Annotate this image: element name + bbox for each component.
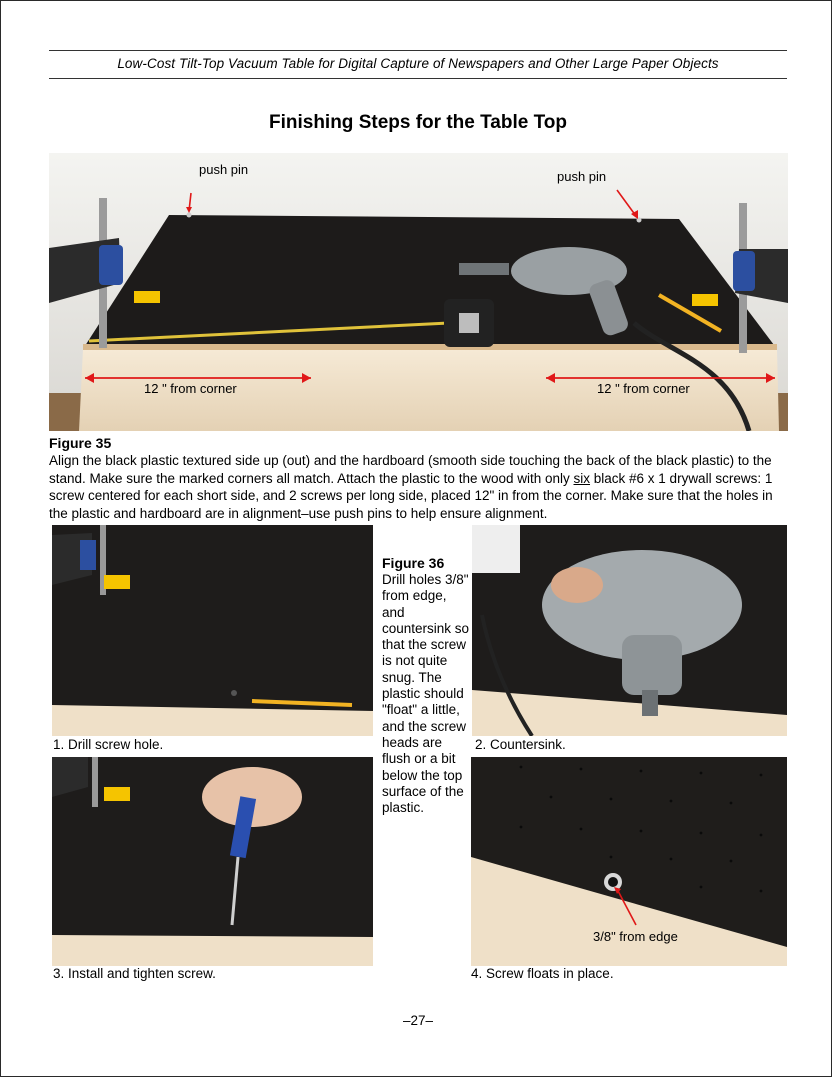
caption-text-part: black #6 x 1 drywall screws: 1 screw centered for each short side, and 2 screws per long side, placed 12" in from the corner. Make sure that the holes in the plastic and hardboard are in alignment–use push pins to help ensure alignment. — [49, 470, 773, 521]
figure-35-photo — [49, 153, 788, 431]
header-bottom-rule — [49, 78, 787, 79]
page-number: –27– — [402, 1013, 434, 1028]
step-2-photo — [472, 525, 787, 736]
corner-label-left: 12 " from corner — [144, 381, 237, 396]
running-header: Low-Cost Tilt-Top Vacuum Table for Digital Capture of Newspapers and Other Large Paper Objects — [117, 56, 719, 71]
edge-distance-label: 3/8" from edge — [593, 929, 678, 944]
page-title: Finishing Steps for the Table Top — [268, 112, 568, 133]
step-1-illustration — [52, 525, 373, 736]
figure-36-caption — [382, 555, 472, 816]
step-4-photo — [471, 757, 787, 966]
header-top-rule — [49, 50, 787, 51]
step-2-caption: 2. Countersink. — [475, 737, 566, 752]
figure-36-text: Drill holes 3/8" from edge, and countersink so that the screw is not quite snug. The plastic should "float" a little, and the screw heads are flush or a bit below the top surface of the plastic. — [382, 572, 470, 816]
step-3-caption: 3. Install and tighten screw. — [53, 966, 216, 981]
figure-35-label: Figure 35 — [49, 435, 112, 451]
step-2-illustration — [472, 525, 787, 736]
push-pin-label-left: push pin — [199, 162, 249, 177]
step-1-caption: 1. Drill screw hole. — [53, 737, 164, 752]
push-pin-label-right: push pin — [557, 169, 607, 184]
step-4-caption: 4. Screw floats in place. — [471, 966, 614, 981]
step-3-illustration — [52, 757, 373, 966]
caption-text-part: Align the black plastic textured side up (out) and the hardboard (smooth side touching the back of the black plastic) to the stand. Make sure the marked corners all match. Attach the plastic to the wood with only — [49, 453, 772, 486]
step-3-photo — [52, 757, 373, 966]
step-1-photo — [52, 525, 373, 736]
black-plastic-top — [83, 215, 777, 349]
caption-emphasis: six — [573, 470, 591, 486]
figure-36-label: Figure 36 — [382, 555, 445, 571]
corner-label-right: 12 " from corner — [597, 381, 690, 396]
figure-35-caption — [49, 452, 789, 522]
